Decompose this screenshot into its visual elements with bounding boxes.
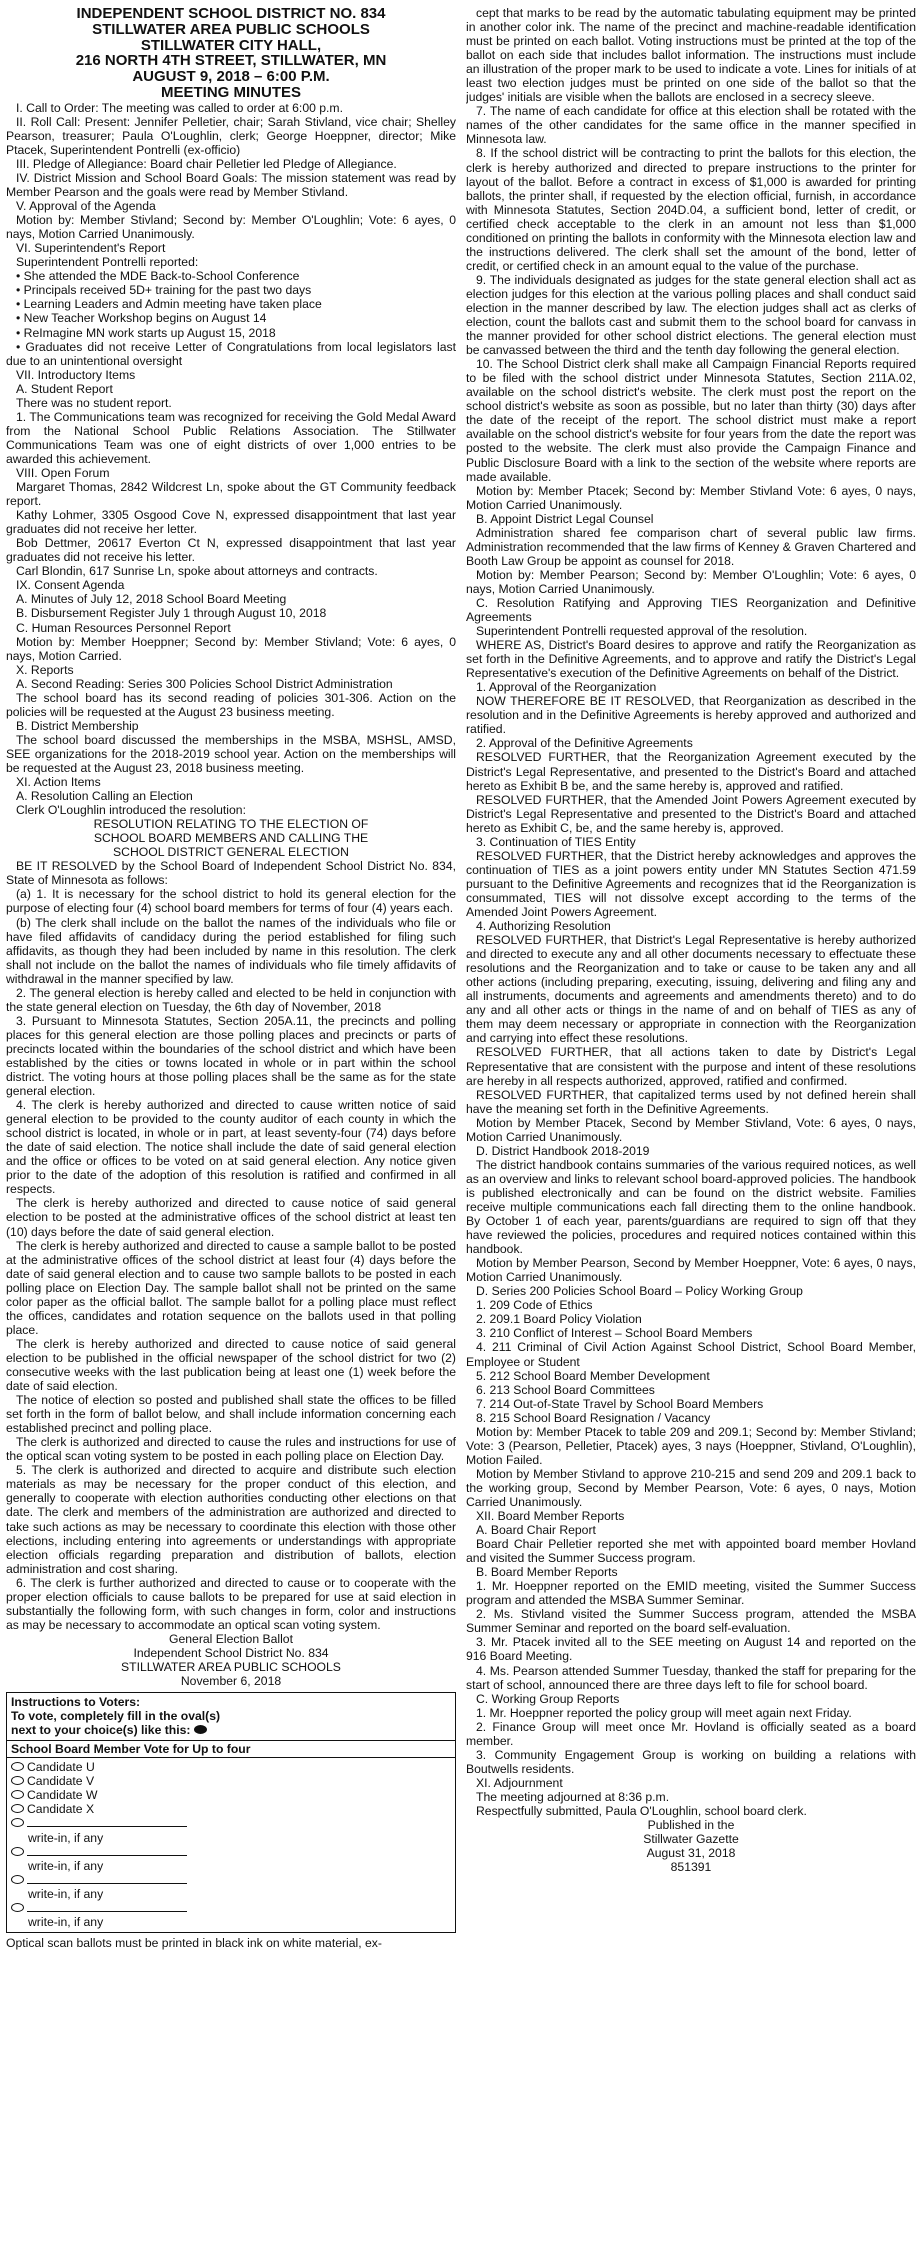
paragraph: B. District Membership (16, 718, 139, 733)
paragraph: The meeting adjourned at 8:36 p.m. (476, 1789, 670, 1804)
write-in-label: write-in, if any (28, 1830, 104, 1845)
paragraph: 4. Authorizing Resolution (476, 919, 611, 934)
write-in-line (27, 1826, 187, 1827)
paragraph: NOW THEREFORE BE IT RESOLVED, that Reorganization as described in the resolution and in the Definitive Agreements is hereby approved and authorized and ratified. (466, 694, 916, 737)
paragraph: Motion by: Member Ptacek; Second by: Member Stivland Vote: 6 ayes, 0 nays, Motion Carried Unanimously. (466, 483, 916, 512)
publication-line: Stillwater Gazette (643, 1832, 739, 1847)
ballot-contest: School Board Member Vote for Up to four (7, 1740, 455, 1758)
paragraph: Bob Dettmer, 20617 Everton Ct N, expressed disappointment that last year graduates did not receive his letter. (6, 536, 456, 565)
right-column (466, 6, 916, 2244)
paragraph: C. Resolution Ratifying and Approving TIES Reorganization and Definitive Agreements (466, 595, 916, 625)
paragraph: B. Appoint District Legal Counsel (476, 511, 654, 526)
paragraph: 2. The general election is hereby called and elected to be held in conjunction with the state general election on Tuesday, the 6th day of November, 2018 (6, 985, 456, 1014)
paragraph: V. Approval of the Agenda (16, 199, 156, 214)
paragraph: 2. Approval of the Definitive Agreements (476, 736, 693, 751)
paragraph: • Principals received 5D+ training for the past two days (16, 283, 312, 298)
paragraph: 1. The Communications team was recognized for receiving the Gold Medal Award from the National School Public Relations Association. The Stillwater Communications Team was one of eight districts of over 1,000 entries to be awarded this achievement. (6, 409, 456, 466)
paragraph: Motion by: Member Hoeppner; Second by: Member Stivland; Vote: 6 ayes, 0 nays, Motion Carried. (6, 634, 456, 663)
paragraph: cept that marks to be read by the automatic tabulating equipment may be printed in another color ink. The name of the precinct and machine-readable identification must be printed on each ballot. Voting instructions must be printed at the top of the ballot on each side that includes ballot information. The instructions must include an illustration of the proper mark to be used to indicate a vote. Lines for initials of at least two election judges must be printed on one side of the ballot so that the judges' initials are visible when the ballots are enclosed in a secrecy sleeve. (466, 6, 916, 105)
candidate-option (11, 1802, 451, 1816)
paragraph: The district handbook contains summaries of the various required notices, as well as an overview and links to relevant school board-approved policies. The handbook is published electronically and can be found on the district website. Families receive multiple communications each fall directing them to the online handbook. By October 1 of each year, parents/guardians are required to sign off that they have reviewed the policies, procedures and required notices contained within this handbook. (466, 1157, 916, 1257)
paragraph: Carl Blondin, 617 Sunrise Ln, spoke about attorneys and contracts. (16, 564, 378, 579)
candidate-option (11, 1774, 451, 1788)
resolution-title (6, 817, 456, 859)
resolution-body (6, 859, 456, 1632)
paragraph: X. Reports (16, 662, 74, 677)
ballot-heading-line: STILLWATER AREA PUBLIC SCHOOLS (121, 1659, 341, 1674)
paragraph: The clerk is hereby authorized and directed to cause a sample ballot to be posted at the administrative offices of the school district at least four (4) days before the date of said general election and to cause two sample ballots to be posted in each polling place on Election Day. The sample ballot shall not be printed on the same color paper as the official ballot. The sample ballot for a polling place must reflect the offices, candidates and rotation sequence on the ballots used in that polling place. (6, 1238, 456, 1337)
paragraph: 10. The School District clerk shall make all Campaign Financial Reports required to be filed with the school district under Minnesota Statutes, Section 211A.02, available on the school district's website. The clerk must post the report on the school district's website as soon as possible, but no later than thirty (30) days after the date of the receipt of the report. The school district must make a report available on the school district's website for four years from the date the report was posted to the website. The clerk must also provide the Campaign Finance and Public Disclosure Board with a link to the section of the website where reports are made available. (466, 357, 916, 484)
paragraph: VIII. Open Forum (16, 466, 110, 480)
paragraph: Motion by Member Ptacek, Second by Member Stivland, Vote: 6 ayes, 0 nays, Motion Carried Unanimously. (466, 1115, 916, 1144)
empty-oval-icon (11, 1776, 24, 1785)
paragraph: A. Board Chair Report (476, 1523, 596, 1538)
paragraph: 4. Ms. Pearson attended Summer Tuesday, thanked the staff for preparing for the start of school, announced there are three days left to file for school board. (466, 1663, 916, 1692)
empty-oval-icon (11, 1875, 24, 1884)
paragraph: Motion by Member Pearson, Second by Member Hoeppner, Vote: 6 ayes, 0 nays, Motion Carried Unanimously. (466, 1256, 916, 1285)
paragraph: RESOLVED FURTHER, that capitalized terms used by not defined herein shall have the meaning set forth in the Definitive Agreements. (466, 1087, 916, 1116)
heading-line: INDEPENDENT SCHOOL DISTRICT NO. 834 (76, 6, 386, 22)
candidate-name: Candidate V (27, 1774, 95, 1789)
paragraph: VI. Superintendent's Report (16, 241, 166, 256)
paragraph: D. District Handbook 2018-2019 (476, 1143, 650, 1158)
paragraph: The clerk is hereby authorized and directed to cause notice of said general election to be posted at the administrative offices of the school district at least ten (10) days before the date of said general election. (6, 1196, 456, 1239)
candidate-name: Candidate U (27, 1760, 95, 1775)
paragraph: The school board discussed the memberships in the MSBA, MSHSL, AMSD, SEE organizations for the 2018-2019 school year. Action on the memberships will be requested at the August 23, 2018 business meeting. (6, 732, 456, 775)
write-in-option (11, 1873, 451, 1901)
paragraph: 2. 209.1 Board Policy Violation (476, 1312, 642, 1327)
paragraph: 4. 211 Criminal of Civil Action Against School District, School Board Member, Employee or Student (466, 1340, 916, 1369)
write-in-label: write-in, if any (28, 1886, 104, 1901)
ballot-instructions-title: Instructions to Voters: (11, 1695, 141, 1710)
paragraph: II. Roll Call: Present: Jennifer Pelletier, chair; Sarah Stivland, vice chair; Shelley Pearson, treasurer; Paula O'Loughlin, clerk; George Hoeppner, director; Mike Ptacek, Superintendent Pontrelli (ex-officio) (6, 114, 456, 157)
paragraph: 3. 210 Conflict of Interest – School Board Members (476, 1326, 753, 1341)
resolution-title-line: SCHOOL BOARD MEMBERS AND CALLING THE (93, 831, 369, 846)
paragraph: 8. If the school district will be contracting to print the ballots for this election, the clerk is hereby authorized and directed to prepare instructions to the printer for layout of the ballot. Before a contract in excess of $1,000 is awarded for printing ballots, the printer shall, if requested by the election official, furnish, in accordance with Minnesota Statutes, Section 204D.04, a sufficient bond, letter of credit, or certified check acceptable to the clerk in an amount not less than $1,000 conditioned on printing the ballots in conformity with the Minnesota election law and the instructions delivered. The clerk shall set the amount of the bond, letter of credit, or certified check in an amount equal to the value of the purchase. (466, 146, 916, 273)
paragraph: Margaret Thomas, 2842 Wildcrest Ln, spoke about the GT Community feedback report. (6, 480, 456, 509)
paragraph: RESOLVED FURTHER, that the District hereby acknowledges and approves the continuation of TIES as a joint powers entity under MN Statutes Section 471.59 pursuant to the Definitive Agreements and recognizes that id the Reorganization is consummated, TIES will not dissolve except according to the terms of the Amended Joint Powers Agreement. (466, 848, 916, 919)
paragraph: 2. Ms. Stivland visited the Summer Success program, attended the MSBA Summer Seminar and reported on the board self-evaluation. (466, 1607, 916, 1636)
paragraph: 6. The clerk is further authorized and directed to cause or to cooperate with the proper election officials to cause ballots to be prepared for use at said election in substantially the following form, with such changes in form, color and instructions as may be necessary to accommodate an optical scan voting system. (6, 1575, 456, 1632)
paragraph: IX. Consent Agenda (16, 578, 125, 593)
filled-oval-icon (194, 1725, 207, 1734)
write-in-label: write-in, if any (28, 1858, 104, 1873)
paragraph: Clerk O'Loughlin introduced the resolution: (16, 803, 246, 818)
empty-oval-icon (11, 1804, 24, 1813)
paragraph: Superintendent Pontrelli requested approval of the resolution. (476, 624, 808, 639)
empty-oval-icon (11, 1762, 24, 1771)
publication-line: Published in the (647, 1818, 735, 1833)
paragraph: The notice of election so posted and published shall state the offices to be filled set forth in the form of ballot below, and shall include information concerning each established precinct and polling place. (6, 1393, 456, 1436)
paragraph: A. Minutes of July 12, 2018 School Board Meeting (16, 592, 287, 607)
paragraph: • Graduates did not receive Letter of Congratulations from local legislators last due to an unintentional oversight (6, 339, 456, 368)
heading-line: MEETING MINUTES (160, 83, 301, 101)
publication-line: August 31, 2018 (646, 1846, 736, 1861)
paragraph: 1. Mr. Hoeppner reported the policy group will meet again next Friday. (476, 1705, 852, 1720)
paragraph: The clerk is hereby authorized and directed to cause notice of said general election to be published in the official newspaper of the school district for two (2) consecutive weeks with the last publication being at least one (1) week before the date of said election. (6, 1336, 456, 1394)
paragraph: There was no student report. (16, 395, 172, 410)
paragraph: 7. The name of each candidate for office at this election shall be rotated with the names of the other candidates for the same office in the manner specified in Minnesota law. (466, 104, 916, 147)
paragraph: 5. 212 School Board Member Development (476, 1368, 710, 1383)
paragraph: 2. Finance Group will meet once Mr. Hovland is officially seated as a board member. (466, 1719, 916, 1748)
empty-oval-icon (11, 1818, 24, 1827)
paragraph: B. Board Member Reports (476, 1565, 618, 1580)
paragraph: Respectfully submitted, Paula O'Loughlin, school board clerk. (476, 1804, 807, 1818)
candidate-name: Candidate X (27, 1802, 95, 1817)
paragraph: 4. The clerk is hereby authorized and directed to cause written notice of said general election to be provided to the county auditor of each county in which the school district is located, in whole or in part, at least seventy-four (74) days before the date of said election. The notice shall include the date of said general election and the office or offices to be voted on at said general election. Any notice given prior to the date of the adoption of this resolution is ratified and confirmed in all respects. (6, 1098, 456, 1197)
publication-info (466, 1818, 916, 1874)
paragraph: Motion by: Member Stivland; Second by: Member O'Loughlin; Vote: 6 ayes, 0 nays, Motion Carried Unanimously. (6, 213, 456, 242)
paragraph: 1. 209 Code of Ethics (476, 1298, 593, 1313)
paragraph: • ReImagine MN work starts up August 15, 2018 (16, 325, 276, 340)
paragraph: 3. Community Engagement Group is working on building a relations with Boutwells residents. (466, 1747, 916, 1776)
heading-line: STILLWATER AREA PUBLIC SCHOOLS (92, 20, 370, 38)
write-in-option (11, 1816, 451, 1844)
paragraph: • She attended the MDE Back-to-School Conference (16, 269, 300, 284)
paragraph: IV. District Mission and School Board Goals: The mission statement was read by Member Pearson and the goals were read by Member Stivland. (6, 171, 456, 200)
sample-ballot (6, 1692, 456, 1933)
ballot-heading-line: Independent School District No. 834 (133, 1645, 329, 1660)
empty-oval-icon (11, 1847, 24, 1856)
candidate-list (11, 1760, 451, 1816)
candidate-option (11, 1788, 451, 1802)
resolution-title-line: RESOLUTION RELATING TO THE ELECTION OF (93, 817, 369, 832)
empty-oval-icon (11, 1903, 24, 1912)
paragraph: BE IT RESOLVED by the School Board of Independent School District No. 834, State of Minnesota as follows: (6, 859, 456, 888)
left-column (6, 6, 456, 2244)
paragraph: C. Human Resources Personnel Report (16, 620, 231, 635)
paragraph: XI. Action Items (16, 775, 101, 790)
paragraph: Motion by Member Stivland to approve 210-215 and send 209 and 209.1 back to the working group, Second by Member Pearson, Vote: 6 ayes, 0 nays, Motion Carried Unanimously. (466, 1466, 916, 1509)
write-in-line (27, 1883, 187, 1884)
write-in-list (11, 1816, 451, 1928)
paragraph: Board Chair Pelletier reported she met with appointed board member Hovland and visited the Summer Success program. (466, 1537, 916, 1566)
paragraph: 6. 213 School Board Committees (476, 1382, 655, 1397)
paragraph: • Learning Leaders and Admin meeting have taken place (16, 297, 322, 312)
minutes-body-2 (466, 6, 916, 1818)
paragraph: 3. Continuation of TIES Entity (476, 834, 636, 849)
paragraph: XI. Adjournment (476, 1775, 563, 1790)
paragraph: 3. Mr. Ptacek invited all to the SEE meeting on August 14 and reported on the 916 Board Meeting. (466, 1635, 916, 1664)
paragraph: C. Working Group Reports (476, 1691, 620, 1706)
paragraph: III. Pledge of Allegiance: Board chair Pelletier led Pledge of Allegiance. (16, 156, 397, 171)
candidate-option (11, 1760, 451, 1774)
paragraph: WHERE AS, District's Board desires to approve and ratify the Reorganization as set forth in the Definitive Agreements, and to approve and ratify the District's Legal Representative's execution of the Definitive Agreements on behalf of the District. (466, 638, 916, 681)
ballot-instructions-line-2: next to your choice(s) like this: (11, 1723, 451, 1737)
heading-line: 216 NORTH 4TH STREET, STILLWATER, MN (75, 52, 387, 70)
paragraph: XII. Board Member Reports (476, 1509, 625, 1524)
minutes-body-1 (6, 101, 456, 817)
ballot-heading (6, 1632, 456, 1688)
resolution-title-line: SCHOOL DISTRICT GENERAL ELECTION (113, 845, 349, 860)
paragraph: 8. 215 School Board Resignation / Vacancy (476, 1410, 711, 1425)
paragraph: B. Disbursement Register July 1 through August 10, 2018 (16, 606, 327, 621)
paragraph: 7. 214 Out-of-State Travel by School Board Members (476, 1396, 764, 1411)
paragraph: Motion by: Member Ptacek to table 209 and 209.1; Second by: Member Stivland; Vote: 3 (Pearson, Pelletier, Ptacek) ayes, 3 nays (Hoeppner, Stivland, O'Loughlin), Motion Failed. (466, 1424, 916, 1467)
ballot-heading-line: General Election Ballot (169, 1631, 293, 1646)
paragraph: VII. Introductory Items (16, 367, 136, 382)
write-in-label: write-in, if any (28, 1914, 104, 1929)
ballot-heading-line: November 6, 2018 (180, 1674, 282, 1689)
write-in-line (27, 1911, 187, 1912)
paragraph: Administration shared fee comparison chart of several public law firms. Administration recommended that the law firms of Kenney & Graven Chartered and Booth Law Group be appoint as counsel for 2018. (466, 525, 916, 568)
empty-oval-icon (11, 1790, 24, 1799)
paragraph: A. Second Reading: Series 300 Policies School District Administration (16, 676, 393, 691)
write-in-option (11, 1845, 451, 1873)
paragraph: RESOLVED FURTHER, that District's Legal Representative is hereby authorized and directed to execute any and all other documents necessary to effectuate these resolutions and the Reorganization and to take or cause to be taken any and all other actions (including preparing, executing, issuing, delivering and filing any and all instruments, documents and agreements and amendments thereto) and to do any and all other acts or things in the name of and on behalf of TIES as any of them may deem necessary or appropriate in connection with the Reorganization and carrying into effect these resolutions. (466, 933, 916, 1046)
ballot-instructions-line-1: To vote, completely fill in the oval(s) (11, 1709, 221, 1724)
paragraph: Kathy Lohmer, 3305 Osgood Cove N, expressed disappointment that last year graduates did not receive her letter. (6, 508, 456, 537)
heading-line: STILLWATER CITY HALL, (140, 36, 322, 54)
paragraph: D. Series 200 Policies School Board – Policy Working Group (476, 1284, 803, 1299)
paragraph: 3. Pursuant to Minnesota Statutes, Section 205A.11, the precincts and polling places for this general election are those polling places and precincts or parts of precincts located within the boundaries of the school district and which have been established by the cities or towns located in whole or in part within the school district. The voting hours at those polling places shall be the same as for the state general election. (6, 1013, 456, 1099)
paragraph: RESOLVED FURTHER, that the Reorganization Agreement executed by the District's Legal Representative, and presented to the District's Board and attached hereto as Exhibit B be, and the same hereby is, approved and ratified. (466, 750, 916, 793)
paragraph: • New Teacher Workshop begins on August 14 (16, 311, 267, 326)
paragraph: 5. The clerk is authorized and directed to acquire and distribute such election materials as may be necessary for the proper conduct of this election, and generally to cooperate with election authorities conducting other elections on that date. The clerk and members of the administration are authorized and directed to take such actions as may be necessary to coordinate this election with those other elections, including entering into agreements or understandings with appropriate election officials regarding preparation and distribution of ballots, election administration and cost sharing. (6, 1463, 456, 1576)
heading-line: AUGUST 9, 2018 – 6:00 P.M. (132, 68, 330, 86)
paragraph: 1. Approval of the Reorganization (476, 680, 657, 695)
candidate-name: Candidate W (27, 1788, 98, 1803)
paragraph: I. Call to Order: The meeting was called to order at 6:00 p.m. (16, 100, 343, 115)
notice-heading (6, 6, 456, 101)
paragraph: The clerk is authorized and directed to cause the rules and instructions for use of the optical scan voting system to be posted in each polling place on Election Day. (6, 1435, 456, 1464)
paragraph: Motion by: Member Pearson; Second by: Member O'Loughlin; Vote: 6 ayes, 0 nays, Motion Carried Unanimously. (466, 567, 916, 596)
paragraph: A. Student Report (16, 381, 113, 396)
paragraph: (a) 1. It is necessary for the school district to hold its general election for the purpose of electing four (4) school board members for terms of four (4) years each. (6, 887, 456, 916)
paragraph: RESOLVED FURTHER, that the Amended Joint Powers Agreement executed by District's Legal Representative and presented to the District's Board and attached hereto as Exhibit C, be, and the same hereby is, approved. (466, 792, 916, 835)
write-in-line (27, 1855, 187, 1856)
paragraph: A. Resolution Calling an Election (16, 789, 193, 804)
paragraph: 1. Mr. Hoeppner reported on the EMID meeting, visited the Summer Success program and attended the MSBA Summer Seminar. (466, 1579, 916, 1608)
paragraph: The school board has its second reading of policies 301-306. Action on the policies will be requested at the August 23 business meeting. (6, 690, 456, 719)
paragraph: RESOLVED FURTHER, that all actions taken to date by District's Legal Representative that are consistent with the purpose and intent of these resolutions are hereby in all respects authorized, approved, ratified and confirmed. (466, 1045, 916, 1088)
paragraph: 9. The individuals designated as judges for the state general election shall act as election judges for this election at the various polling places and shall conduct said election in the manner described by law. The election judges shall act as clerks of election, count the ballots cast and submit them to the school board for canvass in the manner provided for other school district elections. The general election must be canvassed between the third and the tenth day following the general election. (466, 272, 916, 358)
publication-line: 851391 (670, 1860, 712, 1875)
paragraph: (b) The clerk shall include on the ballot the names of the individuals who file or have filed affidavits of candidacy during the period established for filing such affidavits, as though they had been included by name in this resolution. The clerk shall not include on the ballot the names of individuals who file timely affidavits of withdrawal in the manner specified by law. (6, 915, 456, 986)
minutes-body-3: Optical scan ballots must be printed in black ink on white material, ex- (6, 1935, 382, 1950)
paragraph: Superintendent Pontrelli reported: (16, 255, 199, 270)
write-in-option (11, 1901, 451, 1929)
